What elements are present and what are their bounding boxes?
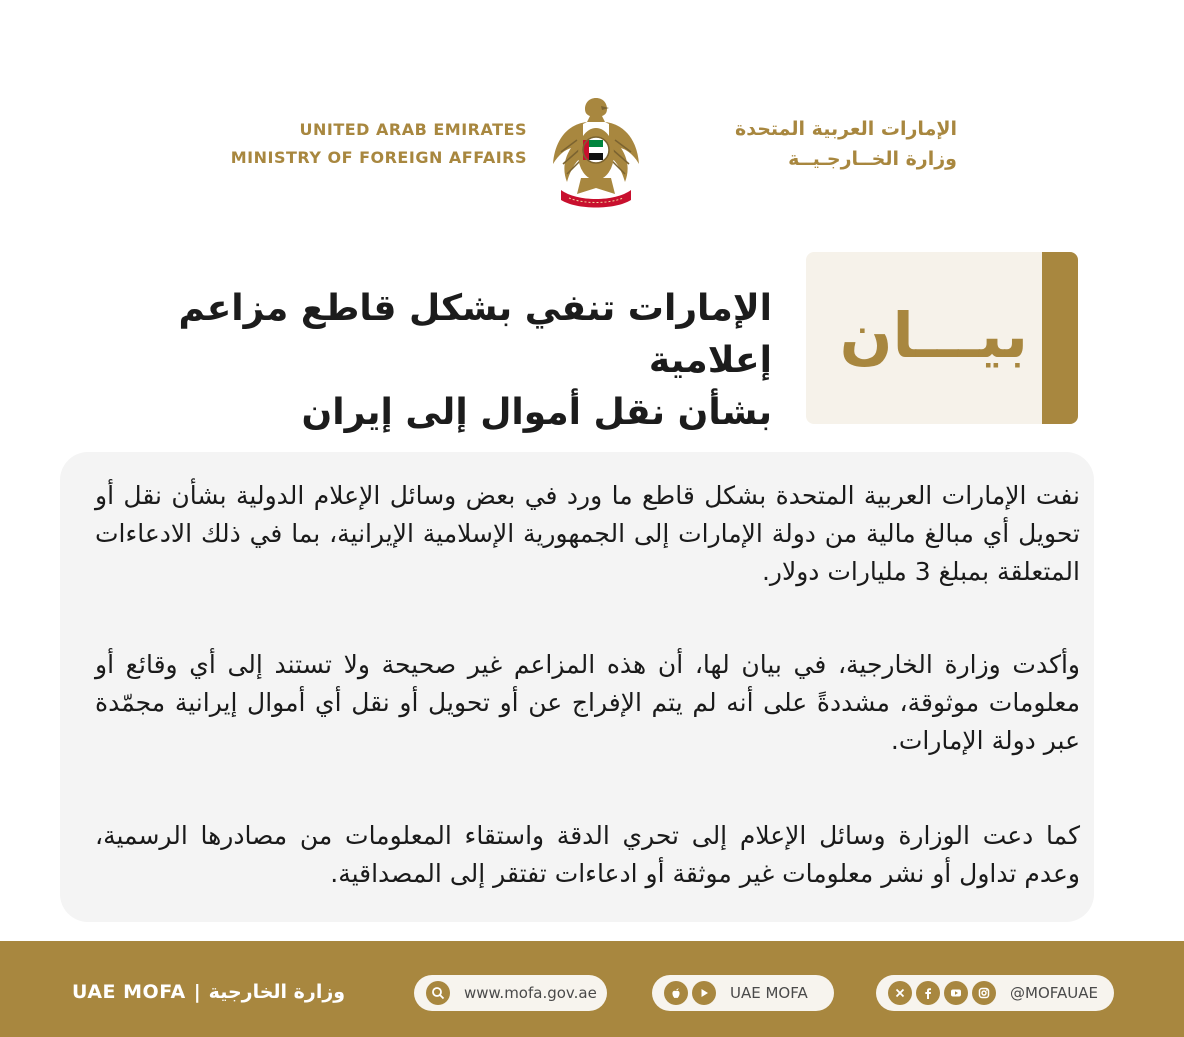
website-link[interactable]	[414, 975, 607, 1011]
brand-separator: |	[193, 981, 201, 1003]
page-title	[60, 283, 772, 439]
body-paragraph-1: نفت الإمارات العربية المتحدة بشكل قاطع ما ورد في بعض وسائل الإعلام الدولية بشأن نقل أو تحويل أي مبالغ مالية من دولة الإمارات إلى الجمهورية الإسلامية الإيرانية، بما في ذلك الادعاءات المتعلقة بمبلغ 3 مليارات دولار.	[95, 481, 1080, 586]
org-name-ar-line2: وزارة الخــارجـيــة	[788, 148, 957, 170]
org-name-english	[231, 116, 527, 172]
social-handle: @MOFAUAE	[1010, 984, 1098, 1002]
body-paragraph-3: كما دعت الوزارة وسائل الإعلام إلى تحري الدقة واستقاء المعلومات من مصادرها الرسمية، وعدم تداول أو نشر معلومات غير موثقة أو ادعاءات تفتقر إلى المصداقية.	[95, 821, 1080, 888]
body-paragraph-2: وأكدت وزارة الخارجية، في بيان لها، أن هذه المزاعم غير صحيحة ولا تستند إلى أي وقائع أو معلومات موثوقة، مشددةً على أنه لم يتم الإفراج عن أو تحويل أو نقل أي أموال إيرانية مجمّدة عبر دولة الإمارات.	[95, 650, 1080, 755]
badge-accent-bar	[1042, 252, 1078, 424]
org-name-arabic	[657, 114, 957, 174]
apple-icon[interactable]	[664, 981, 688, 1005]
search-icon	[426, 981, 450, 1005]
footer-brand	[72, 978, 345, 1006]
org-name-ar-line1: الإمارات العربية المتحدة	[735, 118, 957, 140]
website-url: www.mofa.gov.ae	[464, 984, 597, 1002]
youtube-icon[interactable]	[944, 981, 968, 1005]
title-line-1: الإمارات تنفي بشكل قاطع مزاعم إعلامية	[178, 288, 772, 381]
social-links[interactable]	[876, 975, 1114, 1011]
app-store-links[interactable]	[652, 975, 834, 1011]
x-icon[interactable]	[888, 981, 912, 1005]
facebook-icon[interactable]	[916, 981, 940, 1005]
org-name-en-line1: UNITED ARAB EMIRATES	[299, 120, 527, 139]
brand-english: UAE MOFA	[72, 981, 186, 1003]
org-name-en-line2: MINISTRY OF FOREIGN AFFAIRS	[230, 148, 527, 167]
title-line-2: بشأن نقل أموال إلى إيران	[301, 392, 772, 433]
statement-badge	[806, 252, 1078, 424]
instagram-icon[interactable]	[972, 981, 996, 1005]
statement-badge-label: بيـــان	[839, 299, 1028, 372]
brand-arabic: وزارة الخارجية	[208, 981, 346, 1003]
uae-emblem-icon	[547, 94, 645, 210]
app-label: UAE MOFA	[730, 984, 808, 1002]
play-store-icon[interactable]	[692, 981, 716, 1005]
